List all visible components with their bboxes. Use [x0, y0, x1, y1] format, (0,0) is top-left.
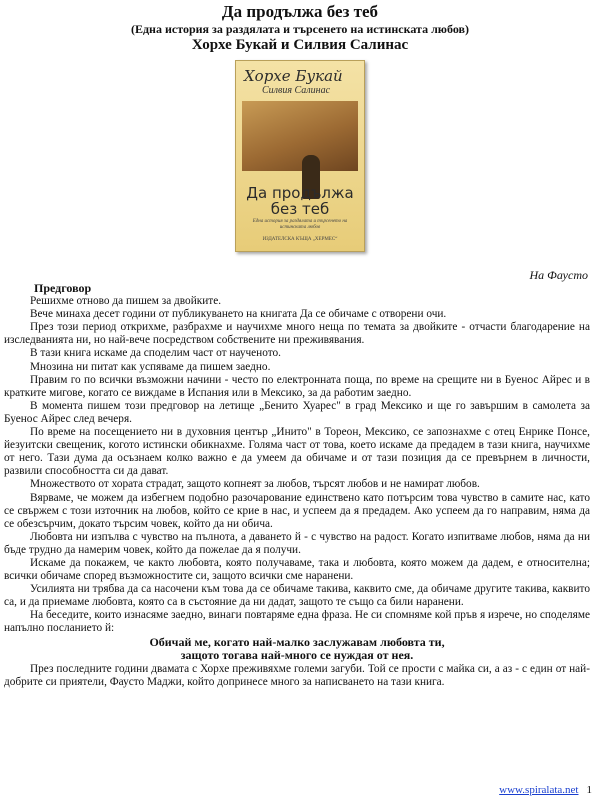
paragraph: Вярваме, че можем да избегнем подобно разочарование единствено като потърсим това чувство в самите нас, като се свържем с този източник на любов, който се крие в нас, и успеем да я предадем. Ако успеем да го направим, няма да се обезсърчим, докато търсим човек, който да ни обича.	[4, 491, 590, 530]
paragraph: Множеството от хората страдат, защото копнеят за любов, търсят любов и не намират любов.	[30, 478, 480, 491]
dedication: На Фаусто	[529, 268, 588, 282]
page-footer	[499, 784, 592, 796]
paragraph: В тази книга искаме да споделим част от наученото.	[30, 347, 281, 360]
paragraph: През последните години двамата с Хорхе преживяхме големи загуби. Той се прости с майка си, а аз - с един от най-добрите си приятели, Фаусто Маджи, който допринесе много за написването на тази книга.	[4, 662, 590, 688]
cover-coauthor: Силвия Салинас	[262, 85, 331, 96]
paragraph: Вече минаха десет години от публикуването на книгата Да се обичаме с отворени очи.	[30, 308, 447, 321]
document-body	[4, 282, 590, 689]
cover-subtitle: Една история за раздялата и търсенето на истинската любов	[252, 219, 348, 230]
quote	[4, 636, 590, 663]
paragraph: Любовта ни изпълва с чувство на пълнота, а даването й - с чувство на радост. Когато изпитваме любов, няма да ни бъде трудно да намерим човек, който да пожелае да я получи.	[4, 530, 590, 556]
cover-title-line2: без теб	[270, 200, 330, 218]
book-cover-image	[235, 60, 365, 252]
quote-line1: Обичай ме, когато най-малко заслужавам любовта ти,	[149, 634, 445, 649]
cover-publisher: ИЗДАТЕЛСКА КЪЩА „ХЕРМЕС“	[262, 237, 338, 242]
paragraph: Мнозина ни питат как успяваме да пишем заедно.	[30, 360, 271, 373]
paragraph: В момента пишем този предговор на летище „Бенито Хуарес" в град Мексико и ще го завършим в самолета за Буенос Айрес след вечеря.	[4, 399, 590, 425]
paragraph: Искаме да покажем, че както любовта, която получаваме, така и любовта, която можем да дадем, е относителна; всички обичаме според възможностите си, защото всички сме наранени.	[4, 556, 590, 583]
paragraph: На беседите, които изнасяме заедно, винаги повтаряме една фраза. Не си спомняме кой пръв я изрече, но споделяме напълно посланието й:	[4, 609, 590, 635]
paragraph: Решихме отново да пишем за двойките.	[30, 295, 222, 308]
book-title: Да продължа без теб	[221, 2, 379, 21]
paragraph: По време на посещението ни в духовния център „Инито" в Тореон, Мексико, се запознахме с отец Енрике Понсе, йезуитски свещеник, когото истински обикнахме. Голяма част от това, което искаме да предадем в тази книга, научихме от него. Тази дума да осъзнаем колко важно е да умеем да обичаме и от тази позиция да се превърнем в личности, развили способността си да дават.	[4, 426, 590, 478]
page-number: 1	[586, 784, 592, 796]
document-header	[0, 0, 600, 54]
cover-title-line1: Да продължа	[246, 184, 354, 202]
paragraph: През този период открихме, разбрахме и научихме много неща по темата за двойките - отчасти благодарение на изследванията ни, но най-вече посредством собствените ни преживявания.	[4, 321, 590, 347]
cover-title	[236, 185, 364, 217]
cover-photo	[242, 101, 358, 171]
book-subtitle: (Една история за раздялата и търсенето на истинската любов)	[130, 22, 469, 36]
site-link[interactable]: www.spiralata.net	[499, 784, 579, 796]
paragraph: Усилията ни трябва да са насочени към това да се обичаме такива, каквито сме, да обичаме другите такива, каквито са, и да приемаме любовта, която са в състояние да ни дадат, защото те също са били наранени.	[4, 583, 590, 609]
cover-author: Хорхе Букай	[244, 67, 343, 85]
quote-line2: защото тогава най-много се нуждая от нея.	[180, 648, 414, 663]
section-heading: Предговор	[34, 281, 92, 295]
paragraph: Правим го по всички възможни начини - честo по електронната поща, по време на срещите ни в Буенос Айрес и в кратките мигове, когато се виждаме в Испания или в Мексико, за да работим заедно.	[4, 373, 590, 399]
book-authors: Хорхе Букай и Силвия Салинас	[191, 37, 409, 53]
